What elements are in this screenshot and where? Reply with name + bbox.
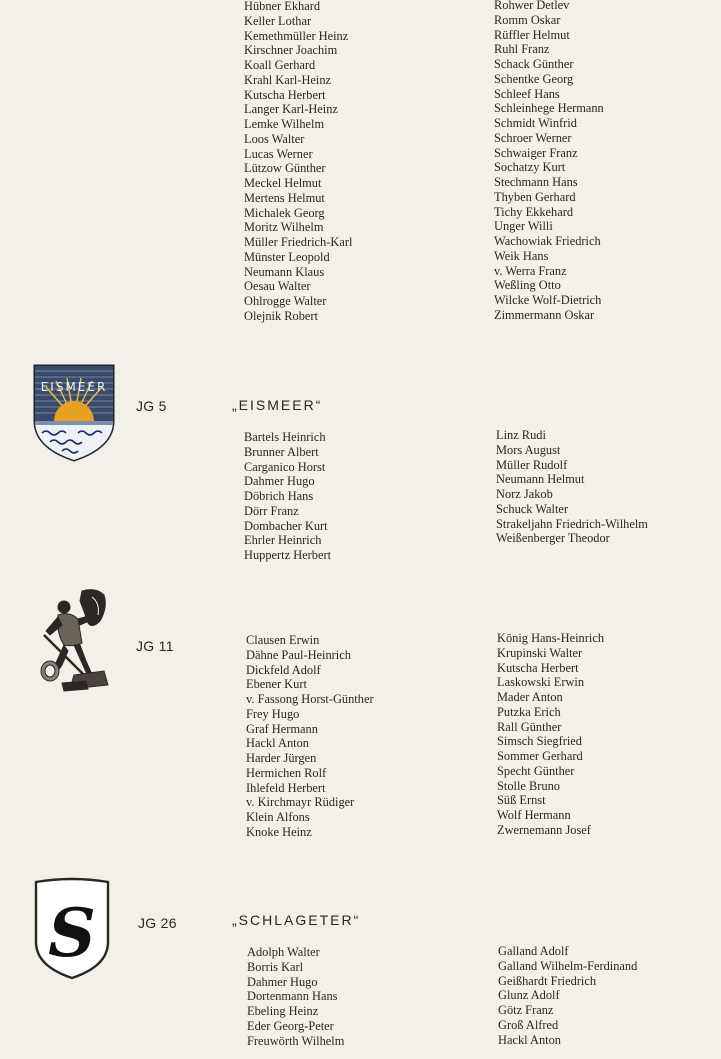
name-entry: Clausen Erwin bbox=[246, 633, 320, 647]
name-entry: Müller Rudolf bbox=[496, 457, 568, 472]
name-entry: Galland Adolf bbox=[498, 944, 569, 958]
name-entry: Weßling Otto bbox=[494, 278, 561, 293]
name-entry: Schwaiger Franz bbox=[494, 145, 578, 160]
jg5-list-left bbox=[244, 430, 331, 563]
eismeer-emblem-text: EISMEER bbox=[40, 380, 108, 394]
name-entry: Zwernemann Josef bbox=[497, 822, 591, 837]
name-entry: Wachowiak Friedrich bbox=[494, 234, 601, 248]
name-entry: Krahl Karl-Heinz bbox=[244, 72, 332, 87]
eismeer-shield-icon bbox=[32, 363, 116, 463]
name-entry: Stolle Bruno bbox=[497, 778, 560, 793]
name-entry: Hermichen Rolf bbox=[246, 765, 327, 780]
name-entry: Kirschner Joachim bbox=[244, 43, 338, 58]
name-entry: Freuwörth Wilhelm bbox=[247, 1033, 345, 1048]
name-entry: Romm Oskar bbox=[494, 12, 561, 27]
name-entry: Bartels Heinrich bbox=[244, 430, 326, 444]
warrior-figure-icon bbox=[34, 585, 110, 693]
name-entry: Loos Walter bbox=[244, 131, 305, 146]
name-entry: Graf Hermann bbox=[246, 721, 318, 736]
name-entry: Borris Karl bbox=[247, 959, 304, 974]
unit-name-schlageter: „SCHLAGETER“ bbox=[232, 912, 361, 928]
name-entry: Ebeling Heinz bbox=[247, 1004, 319, 1018]
jg11-list-left bbox=[246, 633, 374, 840]
unit-name-eismeer: „EISMEER“ bbox=[232, 397, 323, 413]
name-entry: Hackl Anton bbox=[246, 736, 309, 751]
unit-label-jg5: JG 5 bbox=[136, 398, 167, 414]
name-entry: Eder Georg-Peter bbox=[247, 1018, 334, 1033]
name-entry: Weik Hans bbox=[494, 248, 549, 263]
jg26-list-right bbox=[498, 944, 637, 1047]
name-entry: Geißhardt Friedrich bbox=[498, 973, 597, 988]
jg11-list-right bbox=[497, 631, 604, 838]
name-entry: Olejnik Robert bbox=[244, 308, 318, 323]
name-entry: Laskowski Erwin bbox=[497, 675, 585, 690]
name-entry: Dortenmann Hans bbox=[247, 989, 338, 1004]
name-entry: Schentke Georg bbox=[494, 71, 574, 86]
name-entry: Ihlefeld Herbert bbox=[246, 780, 326, 795]
name-entry: v. Fassong Horst-Günther bbox=[246, 692, 374, 706]
name-entry: Brunner Albert bbox=[244, 444, 319, 459]
jg26-list-left bbox=[247, 945, 344, 1048]
name-entry: Unger Willi bbox=[494, 219, 553, 234]
name-entry: Götz Franz bbox=[498, 1003, 554, 1017]
name-entry: Dombacher Kurt bbox=[244, 518, 328, 533]
name-entry: Lucas Werner bbox=[244, 146, 313, 161]
name-entry: Kutscha Herbert bbox=[497, 660, 579, 675]
name-entry: Dörr Franz bbox=[244, 503, 299, 518]
name-entry: Thyben Gerhard bbox=[494, 189, 576, 204]
name-entry: Zimmermann Oskar bbox=[494, 307, 595, 322]
name-entry: Kemethmüller Heinz bbox=[244, 28, 349, 43]
name-entry: Lemke Wilhelm bbox=[244, 117, 325, 131]
name-entry: Neumann Helmut bbox=[496, 472, 585, 487]
name-entry: Lützow Günther bbox=[244, 161, 326, 176]
name-entry: Klein Alfons bbox=[246, 810, 310, 824]
name-entry: Rüffler Helmut bbox=[494, 27, 570, 42]
name-entry: Rall Günther bbox=[497, 719, 562, 734]
name-entry: Norz Jakob bbox=[496, 487, 553, 501]
name-entry: Schack Günther bbox=[494, 57, 574, 71]
name-entry: Meckel Helmut bbox=[244, 176, 322, 190]
name-entry: Mertens Helmut bbox=[244, 190, 325, 205]
name-entry: Ruhl Franz bbox=[494, 42, 550, 57]
name-entry: Weißenberger Theodor bbox=[496, 531, 610, 546]
name-entry: Sommer Gerhard bbox=[497, 749, 583, 763]
schlageter-shield-icon bbox=[32, 876, 112, 982]
name-entry: v. Werra Franz bbox=[494, 263, 567, 278]
name-entry: Süß Ernst bbox=[497, 793, 546, 808]
name-entry: Simsch Siegfried bbox=[497, 734, 583, 749]
name-entry: Putzka Erich bbox=[497, 704, 561, 719]
name-entry: Hackl Anton bbox=[498, 1032, 561, 1047]
name-entry: Dähne Paul-Heinrich bbox=[246, 647, 351, 662]
name-entry: Keller Lothar bbox=[244, 13, 312, 28]
name-entry: Langer Karl-Heinz bbox=[244, 102, 338, 117]
unit-label-jg11: JG 11 bbox=[136, 638, 174, 654]
name-entry: Dickfeld Adolf bbox=[246, 662, 321, 677]
name-entry: Carganico Horst bbox=[244, 459, 326, 474]
top-list-right bbox=[494, 0, 604, 323]
name-entry: Döbrich Hans bbox=[244, 489, 314, 503]
name-entry: Glunz Adolf bbox=[498, 988, 560, 1003]
unit-label-jg26: JG 26 bbox=[138, 915, 177, 931]
name-entry: v. Kirchmayr Rüdiger bbox=[246, 795, 355, 810]
name-entry: Stechmann Hans bbox=[494, 175, 578, 189]
name-entry: Specht Günther bbox=[497, 763, 575, 778]
name-entry: Mors August bbox=[496, 442, 561, 457]
name-entry: Galland Wilhelm-Ferdinand bbox=[498, 958, 638, 973]
name-entry: Knoke Heinz bbox=[246, 824, 312, 839]
name-entry: Wolf Hermann bbox=[497, 808, 571, 822]
name-entry: Frey Hugo bbox=[246, 706, 300, 721]
name-entry: Hübner Ekhard bbox=[244, 0, 321, 13]
name-entry: Schroer Werner bbox=[494, 130, 572, 145]
name-entry: Schleef Hans bbox=[494, 86, 560, 101]
name-entry: Strakeljahn Friedrich-Wilhelm bbox=[496, 516, 648, 531]
schlageter-emblem-letter: S bbox=[48, 894, 96, 972]
name-entry: König Hans-Heinrich bbox=[497, 631, 605, 645]
name-entry: Adolph Walter bbox=[247, 945, 320, 959]
name-entry: Mader Anton bbox=[497, 690, 563, 704]
name-entry: Münster Leopold bbox=[244, 249, 330, 264]
name-entry: Dahmer Hugo bbox=[244, 474, 315, 489]
name-entry: Kutscha Herbert bbox=[244, 87, 326, 102]
jg5-list-right bbox=[496, 428, 648, 546]
name-entry: Schleinhege Hermann bbox=[494, 101, 604, 116]
top-list-left bbox=[244, 0, 352, 324]
name-entry: Oesau Walter bbox=[244, 279, 311, 294]
name-entry: Rohwer Detlev bbox=[494, 0, 570, 12]
name-entry: Dahmer Hugo bbox=[247, 974, 318, 989]
name-entry: Schuck Walter bbox=[496, 501, 569, 516]
name-entry: Huppertz Herbert bbox=[244, 548, 332, 562]
name-entry: Tichy Ekkehard bbox=[494, 204, 574, 219]
name-entry: Ohlrogge Walter bbox=[244, 294, 327, 308]
name-entry: Schmidt Winfrid bbox=[494, 116, 577, 130]
name-entry: Neumann Klaus bbox=[244, 264, 325, 279]
name-entry: Krupinski Walter bbox=[497, 645, 583, 660]
name-entry: Ehrler Heinrich bbox=[244, 533, 322, 548]
name-entry: Harder Jürgen bbox=[246, 751, 317, 765]
name-entry: Ebener Kurt bbox=[246, 677, 307, 692]
name-entry: Groß Alfred bbox=[498, 1017, 559, 1032]
name-entry: Moritz Wilhelm bbox=[244, 220, 324, 235]
name-entry: Koall Gerhard bbox=[244, 58, 316, 72]
name-entry: Sochatzy Kurt bbox=[494, 160, 566, 175]
name-entry: Wilcke Wolf-Dietrich bbox=[494, 293, 602, 307]
name-entry: Linz Rudi bbox=[496, 428, 546, 442]
name-entry: Michalek Georg bbox=[244, 205, 325, 220]
name-entry: Müller Friedrich-Karl bbox=[244, 235, 353, 249]
